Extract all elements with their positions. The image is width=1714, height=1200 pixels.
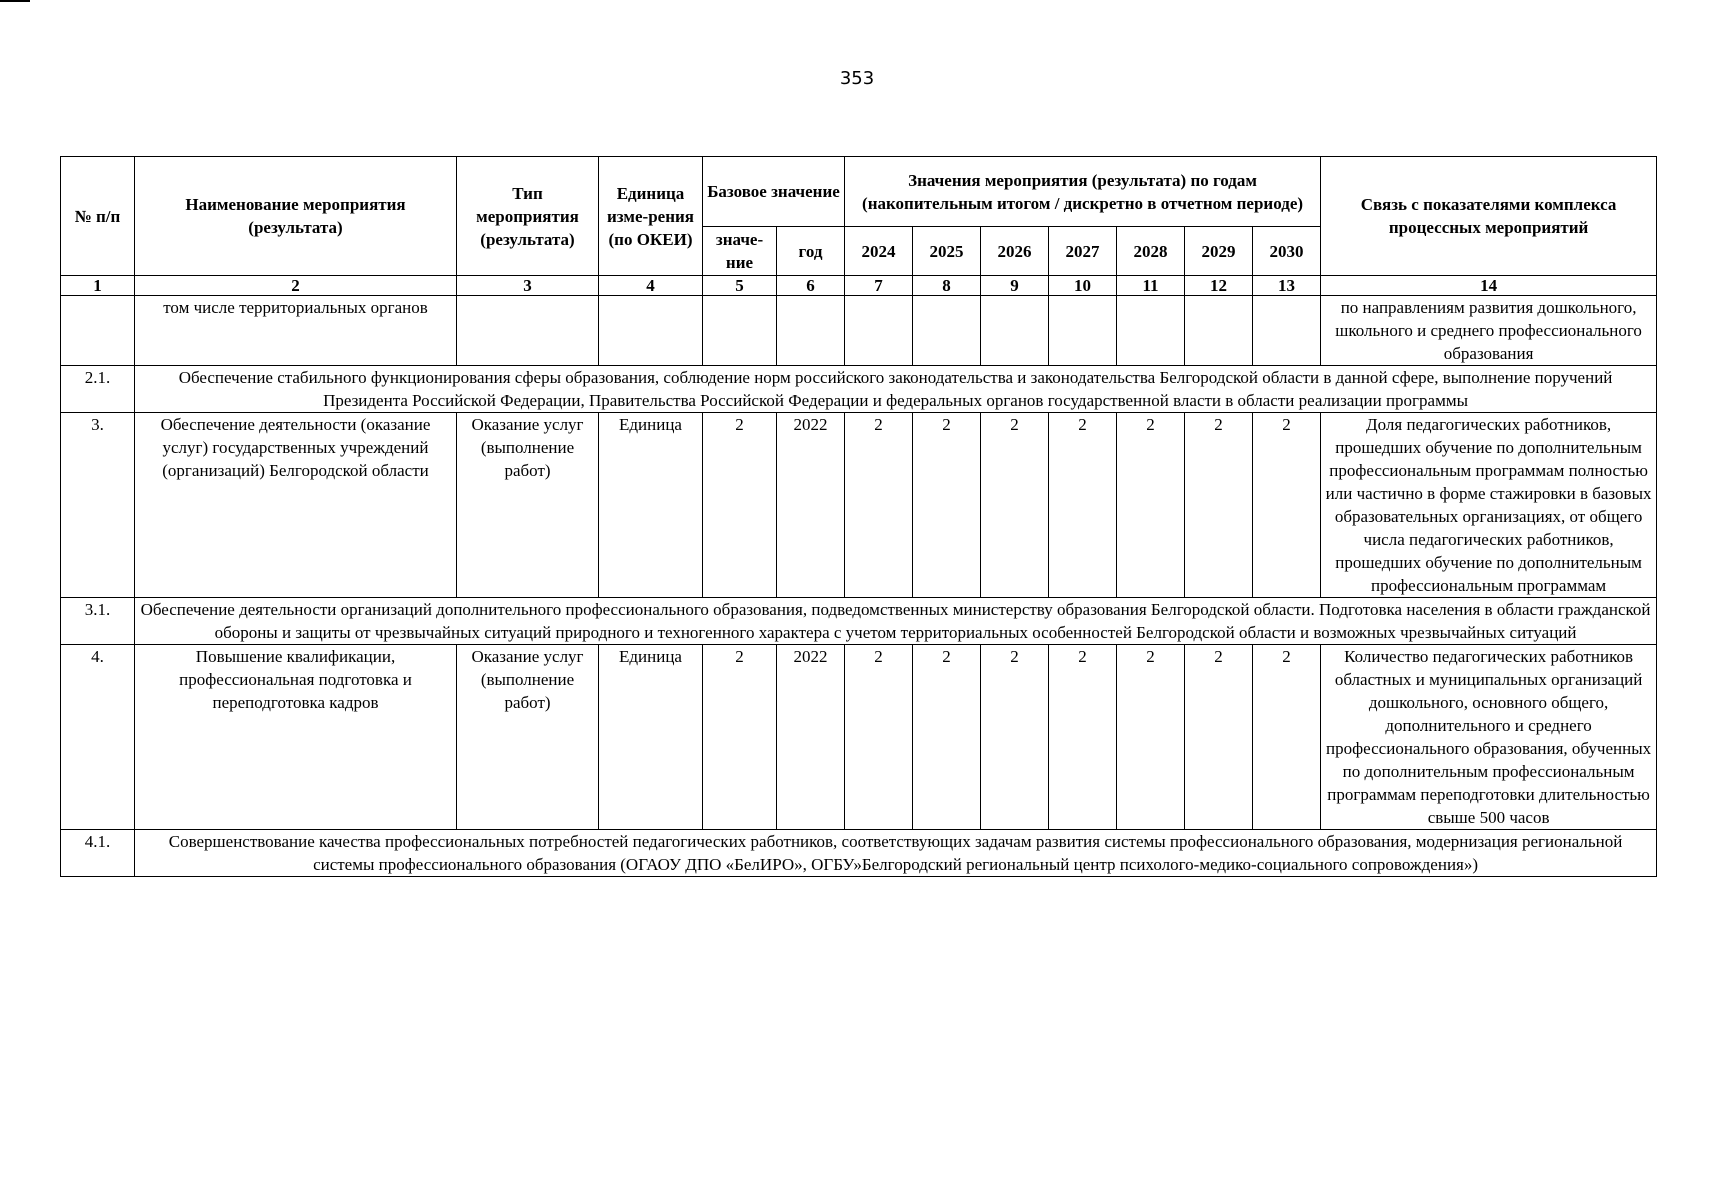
activity-name: Обеспечение деятельности (оказание услуг) государственных учреждений (организаций) Белгородской области xyxy=(135,413,457,598)
year-value: 2 xyxy=(1253,413,1321,598)
year-value: 2 xyxy=(1049,645,1117,830)
column-number: 12 xyxy=(1185,276,1253,296)
year-value: 2 xyxy=(913,413,981,598)
task-description: Совершенствование качества профессиональных потребностей педагогических работников, соответствующих задачам развития системы профессионального образования, модернизация региональной системы профессионального образования (ОГАОУ ДПО «БелИРО», ОГБУ»Белгородский региональный центр психолого-медико-социального сопровождения») xyxy=(135,830,1657,877)
table-row xyxy=(61,413,1657,598)
column-number: 9 xyxy=(981,276,1049,296)
table-row xyxy=(61,296,1657,366)
year-value: 2 xyxy=(845,413,913,598)
column-number: 2 xyxy=(135,276,457,296)
column-number: 7 xyxy=(845,276,913,296)
header-year: 2027 xyxy=(1049,227,1117,276)
row-number: 4. xyxy=(61,645,135,830)
base-value: 2 xyxy=(703,645,777,830)
unit-of-measure: Единица xyxy=(599,413,703,598)
header-link: Связь с показателями комплекса процессных мероприятий xyxy=(1321,157,1657,276)
header-base-year: год xyxy=(777,227,845,276)
year-value: 2 xyxy=(981,645,1049,830)
row-number: 3. xyxy=(61,413,135,598)
base-value: 2 xyxy=(703,413,777,598)
header-base: Базовое значение xyxy=(703,157,845,227)
activity-type: Оказание услуг (выполнение работ) xyxy=(457,413,599,598)
page-number: 353 xyxy=(839,68,875,89)
year-value: 2 xyxy=(1185,645,1253,830)
table-row xyxy=(61,645,1657,830)
table-row xyxy=(61,830,1657,877)
header-name: Наименование мероприятия (результата) xyxy=(135,157,457,276)
row-number: 3.1. xyxy=(61,598,135,645)
year-value: 2 xyxy=(1049,413,1117,598)
header-year: 2024 xyxy=(845,227,913,276)
column-number: 8 xyxy=(913,276,981,296)
base-year: 2022 xyxy=(777,413,845,598)
table-row xyxy=(61,366,1657,413)
column-number: 6 xyxy=(777,276,845,296)
indicator-link: по направлениям развития дошкольного, школьного и среднего профессионального образования xyxy=(1321,296,1657,366)
indicator-link: Количество педагогических работников областных и муниципальных организаций дошкольного, основного общего, дополнительного и среднего профессионального образования, обученных по дополнительным профессиональным программам переподготовки длительностью свыше 500 часов xyxy=(1321,645,1657,830)
year-value: 2 xyxy=(845,645,913,830)
header-year: 2029 xyxy=(1185,227,1253,276)
year-value: 2 xyxy=(913,645,981,830)
header-year: 2026 xyxy=(981,227,1049,276)
activities-table xyxy=(60,156,1657,877)
top-edge-mark xyxy=(0,0,30,2)
column-number: 5 xyxy=(703,276,777,296)
column-number: 14 xyxy=(1321,276,1657,296)
table-row xyxy=(61,598,1657,645)
column-number: 3 xyxy=(457,276,599,296)
header-unit: Единица изме-рения (по ОКЕИ) xyxy=(599,157,703,276)
header-year: 2025 xyxy=(913,227,981,276)
activity-name: Повышение квалификации, профессиональная подготовка и переподготовка кадров xyxy=(135,645,457,830)
year-value: 2 xyxy=(1117,413,1185,598)
task-description: Обеспечение деятельности организаций дополнительного профессионального образования, подведомственных министерству образования Белгородской области. Подготовка населения в области гражданской обороны и защиты от чрезвычайных ситуаций природного и техногенного характера с учетом территориальных особенностей Белгородской области и возможных чрезвычайных ситуаций xyxy=(135,598,1657,645)
unit-of-measure: Единица xyxy=(599,645,703,830)
activity-type: Оказание услуг (выполнение работ) xyxy=(457,645,599,830)
header-values: Значения мероприятия (результата) по годам (накопительным итогом / дискретно в отчетном периоде) xyxy=(845,157,1321,227)
year-value: 2 xyxy=(1253,645,1321,830)
activity-name: том числе территориальных органов xyxy=(135,296,457,366)
year-value: 2 xyxy=(1117,645,1185,830)
year-value: 2 xyxy=(1185,413,1253,598)
column-number: 13 xyxy=(1253,276,1321,296)
column-number: 10 xyxy=(1049,276,1117,296)
year-value: 2 xyxy=(981,413,1049,598)
column-number: 11 xyxy=(1117,276,1185,296)
header-type: Тип мероприятия (результата) xyxy=(457,157,599,276)
header-num: № п/п xyxy=(61,157,135,276)
base-year: 2022 xyxy=(777,645,845,830)
indicator-link: Доля педагогических работников, прошедших обучение по дополнительным профессиональным программам полностью или частично в форме стажировки в базовых образовательных организациях, от общего числа педагогических работников, прошедших обучение по дополнительным профессиональным программам xyxy=(1321,413,1657,598)
column-number: 1 xyxy=(61,276,135,296)
column-number: 4 xyxy=(599,276,703,296)
row-number: 2.1. xyxy=(61,366,135,413)
header-year: 2028 xyxy=(1117,227,1185,276)
row-number: 4.1. xyxy=(61,830,135,877)
header-year: 2030 xyxy=(1253,227,1321,276)
task-description: Обеспечение стабильного функционирования сферы образования, соблюдение норм российского законодательства и законодательства Белгородской области в данной сфере, выполнение поручений Президента Российской Федерации, Правительства Российской Федерации и федеральных органов государственной власти в области реализации программы xyxy=(135,366,1657,413)
header-base-value: значе-ние xyxy=(703,227,777,276)
